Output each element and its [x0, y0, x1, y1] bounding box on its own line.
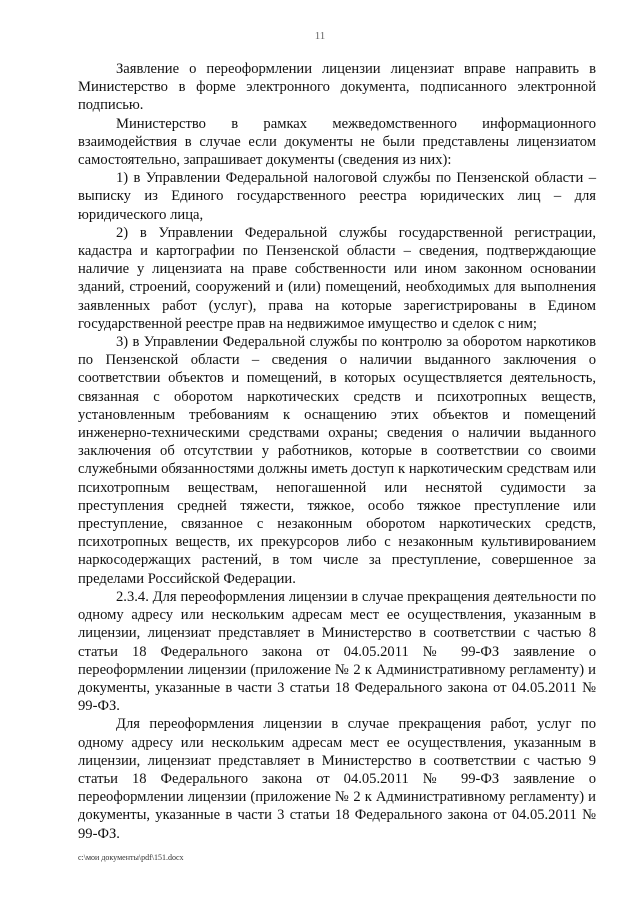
paragraph-electronic-application: Заявление о переоформлении лицензии лицензиат вправе направить в Министерство в форме электронного документа, подписанного электронной подписью.	[78, 61, 596, 114]
paragraph-item-3-drug-control-service: 3) в Управлении Федеральной службы по контролю за оборотом наркотиков по Пензенской области – сведения о наличии выданного заключения о соответствии объектов и помещений, в которых осуществляется деятельность, связанная с оборотом наркотических средств и психотропных веществ, установленным требованиям к оснащению этих объектов и помещений инженерно-техническими средствами охраны; сведения о наличии выданного заключения об отсутствии у работников, которые в соответствии со своими служебными обязанностями должны иметь доступ к наркотическим средствам или психотропным веществам, непогашенной или неснятой судимости за преступления средней тяжести, тяжкое, особо тяжкое преступление или преступление, связанное с незаконным оборотом наркотических средств, психотропных веществ, их прекурсоров либо с незаконным культивированием наркосодержащих растений, в том числе за преступление, совершенное за пределами Российской Федерации.	[78, 334, 596, 587]
paragraph-item-1-tax-service: 1) в Управлении Федеральной налоговой службы по Пензенской области – выписку из Единого государственного реестра юридических лиц – для юридического лица,	[78, 170, 596, 223]
footer-file-path: c:\мои документы\pdf\151.docx	[78, 853, 184, 862]
paragraph-termination-works-services: Для переоформления лицензии в случае прекращения работ, услуг по одному адресу или нескольким адресам мест ее осуществления, указанным в лицензии, лицензиат представляет в Министерство в соответствии с частью 9 статьи 18 Федерального закона от 04.05.2011 № 99-ФЗ заявление о переоформлении лицензии (приложение № 2 к Административному регламенту) и документы, указанные в части 3 статьи 18 Федерального закона от 04.05.2011 № 99-ФЗ.	[78, 716, 596, 842]
paragraph-interagency-request: Министерство в рамках межведомственного информационного взаимодействия в случае если документы не были представлены лицензиатом самостоятельно, запрашивает документы (сведения из них):	[78, 115, 596, 169]
document-body	[78, 60, 596, 843]
page-number: 11	[314, 30, 326, 42]
paragraph-2-3-4-termination-activity: 2.3.4. Для переоформления лицензии в случае прекращения деятельности по одному адресу или нескольким адресам мест ее осуществления, указанным в лицензии, лицензиат представляет в Министерство в соответствии с частью 8 статьи 18 Федерального закона от 04.05.2011 № 99-ФЗ заявление о переоформлении лицензии (приложение № 2 к Административному регламенту) и документы, указанные в части 3 статьи 18 Федерального закона от 04.05.2011 № 99-ФЗ.	[78, 588, 596, 715]
paragraph-item-2-registration-service: 2) в Управлении Федеральной службы государственной регистрации, кадастра и картографии по Пензенской области – сведения, подтверждающие наличие у лицензиата на праве собственности или ином законном основании зданий, строений, сооружений и (или) помещений, необходимых для выполнения заявленных работ (услуг), права на которые зарегистрированы в Едином государственной реестре прав на недвижимое имущество и сделок с ним;	[78, 224, 596, 332]
